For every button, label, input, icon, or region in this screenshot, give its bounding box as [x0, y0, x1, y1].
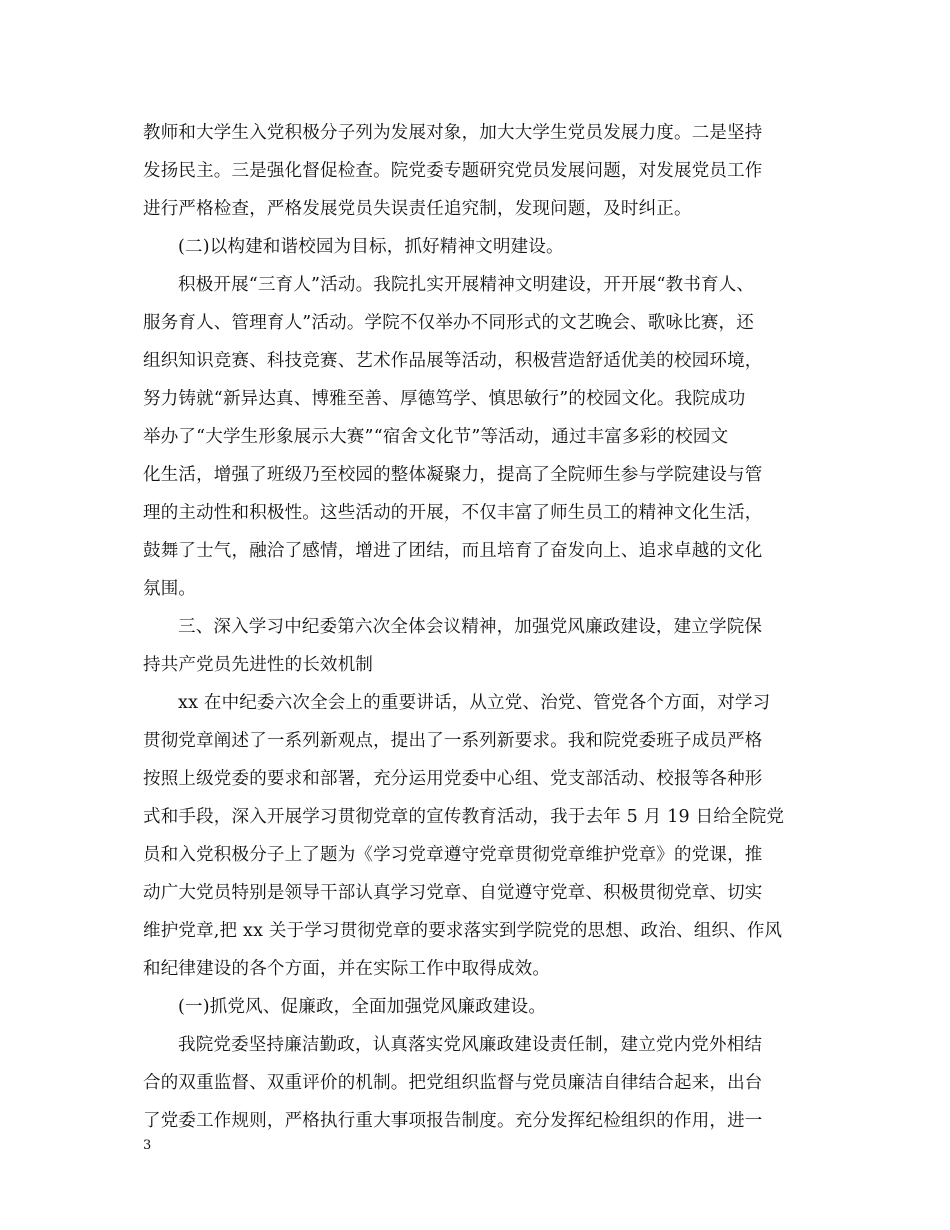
text-line: xx 在中纪委六次全会上的重要讲话，从立党、治党、管党各个方面，对学习 [178, 693, 771, 713]
section-heading-continued: 持共产党员先进性的长效机制 [143, 655, 374, 675]
text-line: 贯彻党章阐述了一系列新观点，提出了一系列新要求。我和院党委班子成员严格 [143, 731, 763, 751]
text-line: 积极开展“三育人”活动。我院扎实开展精神文明建设，开开展“教书育人、 [178, 275, 755, 295]
text-line: 式和手段，深入开展学习贯彻党章的宣传教育活动，我于去年 5 月 19 日给全院党 [143, 807, 785, 827]
page-number: 3 [143, 1138, 152, 1153]
text-line: 动广大党员特别是领导干部认真学习党章、自觉遵守党章、积极贯彻党章、切实 [143, 883, 763, 903]
section-heading: 三、深入学习中纪委第六次全体会议精神，加强党风廉政建设，建立学院保 [178, 617, 763, 637]
text-line: 发扬民主。三是强化督促检查。院党委专题研究党员发展问题，对发展党员工作 [143, 161, 763, 181]
text-line: 化生活，增强了班级乃至校园的整体凝聚力，提高了全院师生参与学院建设与管 [143, 465, 763, 485]
text-line: 员和入党积极分子上了题为《学习党章遵守党章贯彻党章维护党章》的党课，推 [143, 845, 763, 865]
text-line: 按照上级党委的要求和部署，充分运用党委中心组、党支部活动、校报等各种形 [143, 769, 763, 789]
body-text [143, 114, 808, 1140]
text-line: 和纪律建设的各个方面，并在实际工作中取得成效。 [143, 959, 551, 979]
text-line: 教师和大学生入党积极分子列为发展对象，加大大学生党员发展力度。二是坚持 [143, 123, 763, 143]
text-line: 理的主动性和积极性。这些活动的开展，不仅丰富了师生员工的精神文化生活， [143, 503, 763, 523]
text-line: 了党委工作规则，严格执行重大事项报告制度。充分发挥纪检组织的作用，进一 [143, 1111, 763, 1131]
text-line: 服务育人、管理育人”活动。学院不仅举办不同形式的文艺晚会、歌咏比赛，还 [143, 313, 754, 333]
text-line: 我院党委坚持廉洁勤政，认真落实党风廉政建设责任制，建立党内党外相结 [178, 1035, 763, 1055]
text-line: 组织知识竞赛、科技竞赛、艺术作品展等活动，积极营造舒适优美的校园环境， [143, 351, 763, 371]
text-line: 进行严格检查，严格发展党员失误责任追究制，发现问题，及时纠正。 [143, 199, 692, 219]
text-line: 维护党章,把 xx 关于学习贯彻党章的要求落实到学院党的思想、政治、组织、作风 [143, 921, 783, 941]
text-line: 鼓舞了士气，融洽了感情，增进了团结，而且培育了奋发向上、追求卓越的文化 [143, 541, 763, 561]
text-line: 氛围。 [143, 579, 197, 599]
section-heading: (二)以构建和谐校园为目标，抓好精神文明建设。 [178, 237, 564, 257]
text-line: 努力铸就“新异达真、博雅至善、厚德笃学、慎思敏行”的校园文化。我院成功 [143, 389, 746, 409]
section-heading: (一)抓党风、促廉政，全面加强党风廉政建设。 [178, 997, 547, 1017]
text-line: 举办了“大学生形象展示大赛”“宿舍文化节”等活动，通过丰富多彩的校园文 [143, 427, 729, 447]
text-line: 合的双重监督、双重评价的机制。把党组织监督与党员廉洁自律结合起来，出台 [143, 1073, 763, 1093]
